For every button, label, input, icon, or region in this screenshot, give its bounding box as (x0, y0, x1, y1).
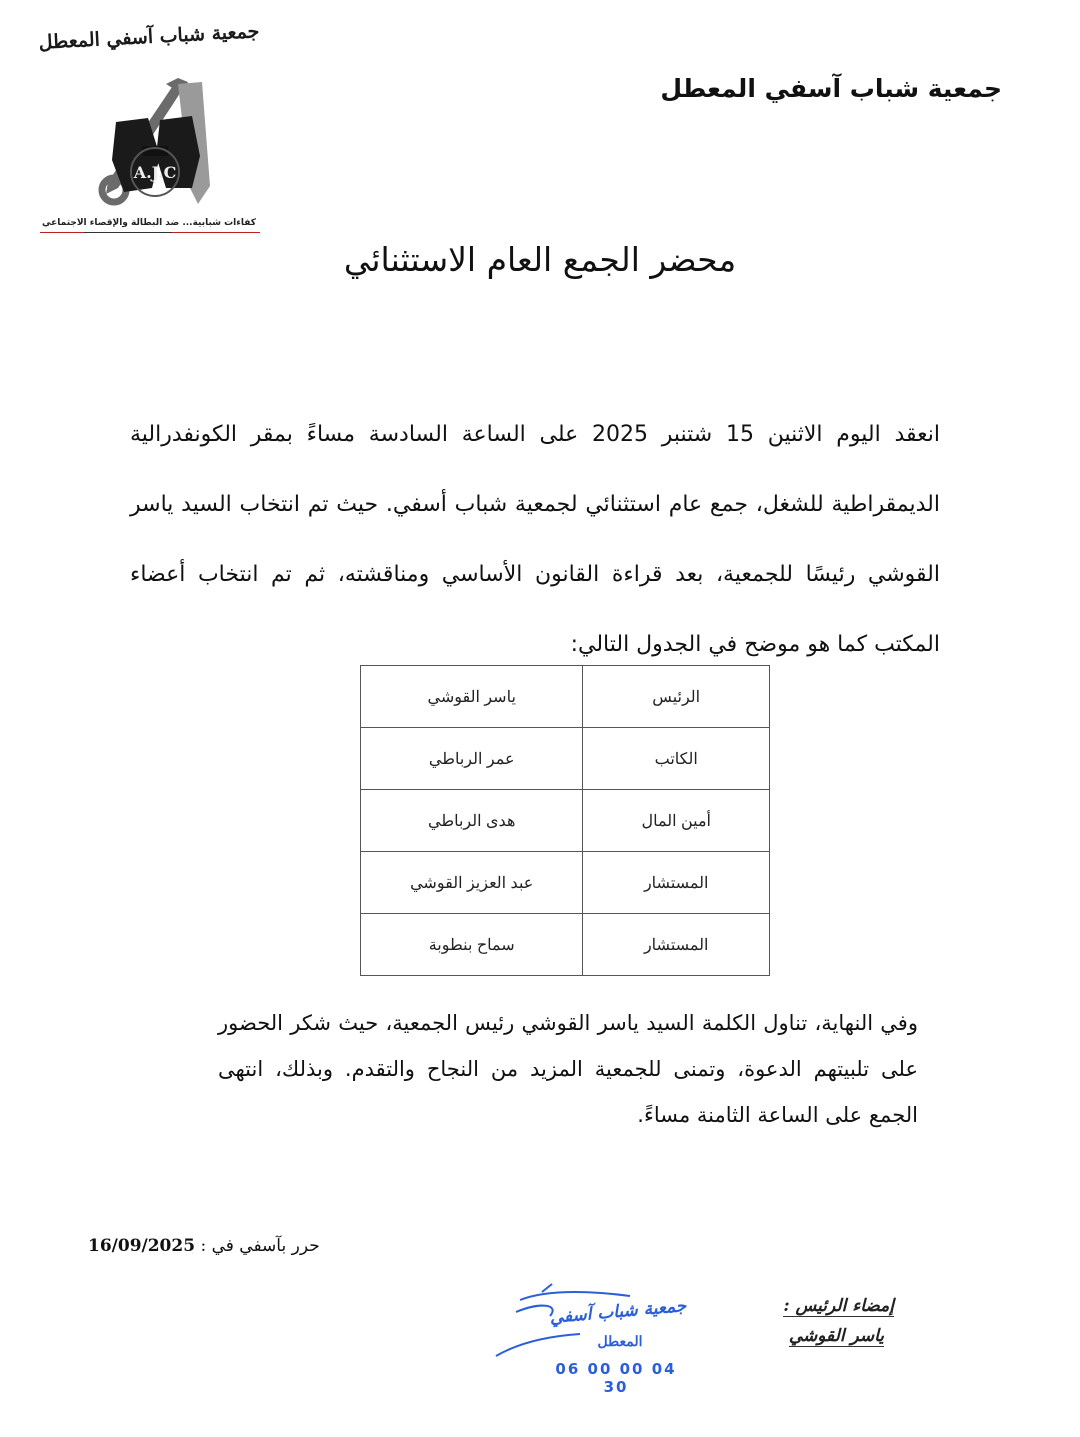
association-logo (38, 18, 260, 234)
logo-divider (40, 232, 260, 233)
signature-name: ياسر القوشي (788, 1326, 884, 1346)
member-role: المستشار (583, 914, 770, 976)
member-name: سماح بنطوبة (361, 914, 583, 976)
member-name: عبد العزيز القوشي (361, 852, 583, 914)
signature-label: إمضاء الرئيس : (783, 1296, 894, 1316)
wrench-and-pen-icon (78, 76, 228, 211)
logo-tagline: كفاءات شبابية... ضد البطالة والإقصاء الاجتماعي (42, 218, 256, 228)
member-name: عمر الرباطي (361, 728, 583, 790)
stamp-line-1: جمعية شباب آسفي (548, 1296, 688, 1328)
table-row (361, 852, 770, 914)
table-row (361, 728, 770, 790)
stamp-phone: 06 00 00 04 30 (555, 1360, 677, 1396)
table-row (361, 666, 770, 728)
intro-paragraph: انعقد اليوم الاثنين 15 شتنبر 2025 على الساعة السادسة مساءً بمقر الكونفدرالية الديمقراطية للشغل، جمع عام استثنائي لجمعية شباب أسفي. حيث تم انتخاب السيد ياسر القوشي رئيسًا للجمعية، بعد قراءة القانون الأساسي ومناقشته، ثم تم انتخاب أعضاء المكتب كما هو موضح في الجدول التالي: (130, 422, 940, 657)
member-name: ياسر القوشي (361, 666, 583, 728)
closing-paragraph: وفي النهاية، تناول الكلمة السيد ياسر القوشي رئيس الجمعية، حيث شكر الحضور على تلبيتهم الدعوة، وتمنى للجمعية المزيد من النجاح والتقدم. وبذلك، انتهى الجمع على الساعة الثامنة مساءً. (218, 1011, 918, 1127)
member-role: الرئيس (583, 666, 770, 728)
logo-title: جمعية شباب آسفي المعطل (38, 20, 260, 54)
logo-initials: A.J.C (133, 163, 177, 182)
member-role: المستشار (583, 852, 770, 914)
document-title: محضر الجمع العام الاستثنائي (343, 240, 737, 279)
date-line (88, 1236, 320, 1256)
office-members-table (360, 665, 770, 976)
table-row (361, 914, 770, 976)
member-name: هدى الرباطي (361, 790, 583, 852)
place-label: حرر بآسفي في : (200, 1236, 320, 1256)
table-row (361, 790, 770, 852)
stamp-line-2: المعطل (597, 1334, 643, 1350)
member-role: الكاتب (583, 728, 770, 790)
document-date: 16/09/2025 (88, 1236, 196, 1256)
association-stamp (480, 1282, 710, 1396)
association-name: جمعية شباب آسفي المعطل (660, 74, 1002, 103)
member-role: أمين المال (583, 790, 770, 852)
